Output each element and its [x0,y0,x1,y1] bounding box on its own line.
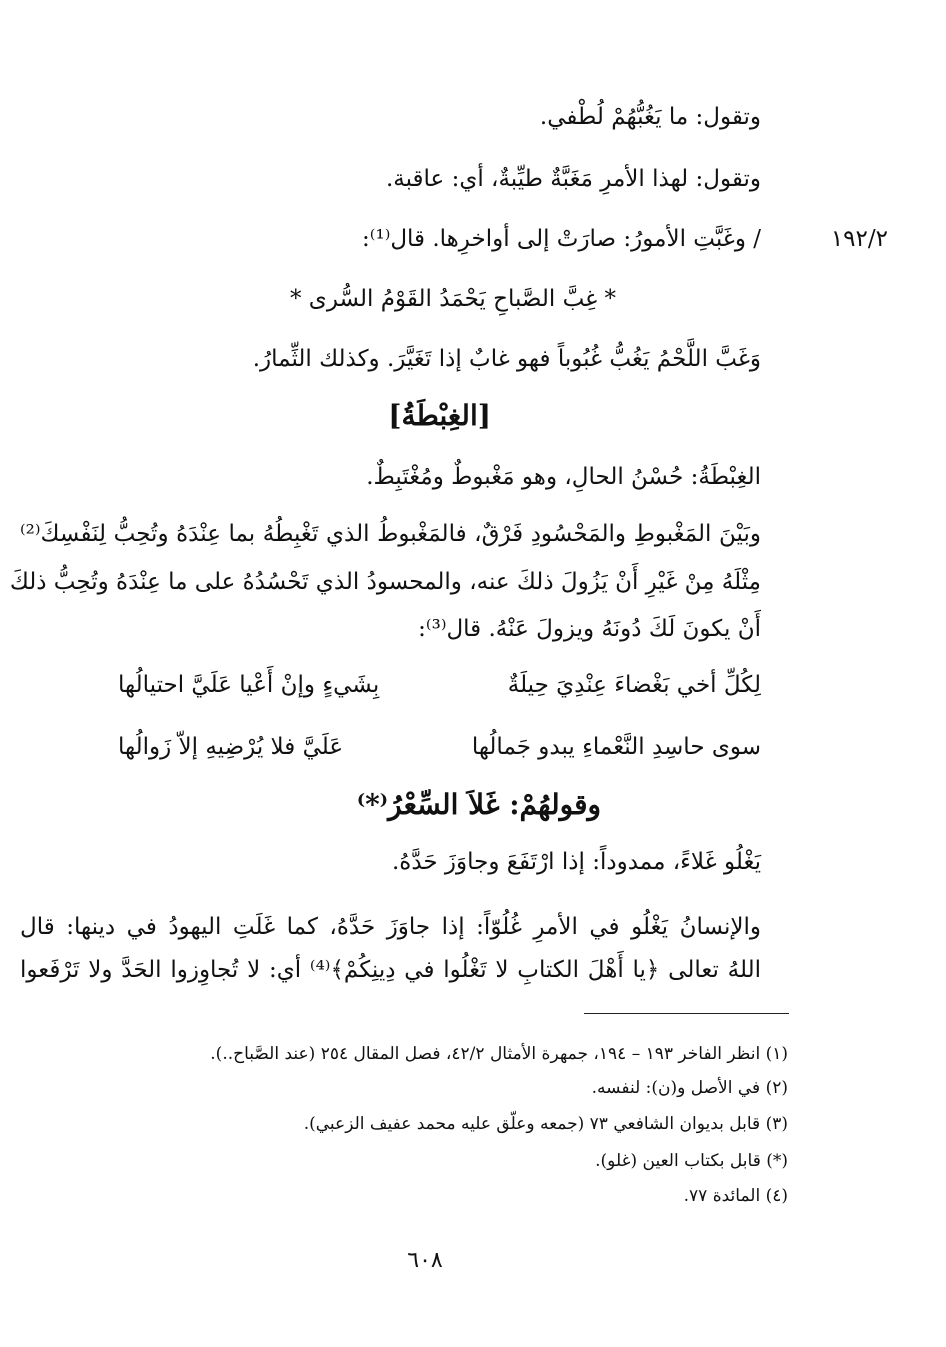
body-line-8: مِثْلَهُ مِنْ غَيْرِ أَنْ يَزُولَ ذلكَ عنه، والمحسودُ الذي تَحْسُدُهُ على ما عِنْدَهُ وتُحِبُّ ذلكَ [9,569,761,595]
footnote-1: (١) انظر الفاخر ١٩٣ – ١٩٤، جمهرة الأمثال ٤٢/٢، فصل المقال ٢٥٤ (عند الصَّباح..). [210,1044,788,1064]
verse-2-second-half: عَلَيَّ فلا يُرْضِيهِ إلاّ زَوالُها [118,734,344,760]
verse-1-second-half: بِشَيءٍ وإنْ أَعْيا عَلَيَّ احتيالُها [118,672,380,698]
footnote-2: (٢) في الأصل و(ن): لنفسه. [591,1078,788,1098]
section-heading-ghibta: [الغِبْطَةُ] [388,399,491,432]
body-line-3: / وغَبَّتِ الأمورُ: صارَتْ إلى أواخرِها. قال⁽¹⁾: [362,226,761,252]
body-line-9: أَنْ يكونَ لَكَ دُونَهُ ويزولَ عَنْهُ. قال⁽³⁾: [418,616,761,642]
footnote-4: (*) قابل بكتاب العين (غلو). [595,1151,788,1171]
body-line-2: وتقول: لهذا الأمرِ مَغَبَّةٌ طيِّبةٌ، أي: عاقبة. [385,166,761,192]
body-line-6: الغِبْطَةُ: حُسْنُ الحالِ، وهو مَغْبوطٌ ومُغْتَبِطٌ. [366,464,761,490]
body-line-1: وتقول: ما يَغُبُّهُمْ لُطْفي. [539,104,761,130]
body-line-12: اللهُ تعالى ﴿يا أَهْلَ الكتابِ لا تَغْلُوا في دِينِكُمْ﴾⁽⁴⁾ أي: لا تُجاوِزوا الحَدَّ ولا تَرْفَعوا [20,957,761,983]
footnote-5: (٤) المائدة ٧٧. [683,1186,788,1206]
footnote-3: (٣) قابل بديوان الشافعي ٧٣ (جمعه وعلّق عليه محمد عفيف الزعبي). [303,1114,788,1134]
body-line-11: والإنسانُ يَغْلُو في الأمرِ غُلُوّاً: إذا جاوَزَ حَدَّهُ، كما غَلَتِ اليهودُ في دينها: قال [20,914,762,940]
body-line-10: يَغْلُو غَلاءً، ممدوداً: إذا ارْتَفَعَ وجاوَزَ حَدَّهُ. [391,849,761,875]
footnote-divider [584,1013,789,1014]
margin-reference: ١٩٢/٢ [830,226,888,252]
verse-2-first-half: سوى حاسِدِ النَّعْماءِ يبدو جَمالُها [471,734,761,760]
body-line-7: وبَيْنَ المَغْبوطِ والمَحْسُودِ فَرْقٌ، فالمَغْبوطُ الذي تَغْبِطُهُ بما عِنْدَهُ وتُحِبُّ لِنَفْسِكَ⁽²⁾ [20,521,761,547]
verse-1-first-half: لِكُلِّ أخي بَغْضاءَ عِنْدِيَ حِيلَةٌ [507,672,761,698]
page-number: ٦٠٨ [407,1248,443,1273]
section-heading-ghala: وقولهُمْ: غَلاَ السِّعْرُ⁽*⁾ [356,788,601,821]
quoted-verse: * غِبَّ الصَّباحِ يَحْمَدُ القَوْمُ السُّرى * [290,286,616,312]
body-line-5: وَغَبَّ اللَّحْمُ يَغُبُّ غُبُوباً فهو غابٌ إذا تَغَيَّرَ. وكذلك الثِّمارُ. [252,346,761,372]
